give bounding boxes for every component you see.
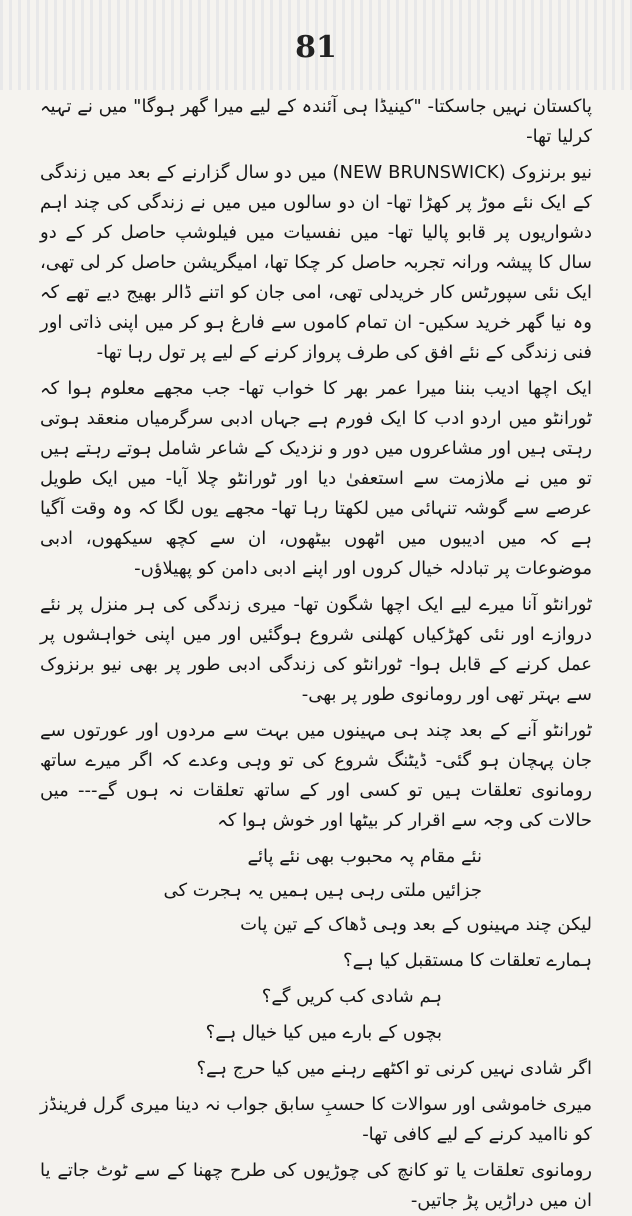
- paragraph: رومانوی تعلقات یا تو کانچ کی چوڑیوں کی طرح چھنا کے سے ٹوٹ جاتے یا ان میں دراڑیں پڑ جاتیں-: [40, 1160, 592, 1211]
- paragraph: میری خاموشی اور سوالات کا حسبِ سابق جواب نہ دینا میری گرل فرینڈز کو ناامید کرنے کے لیے کافی تھا-: [40, 1094, 592, 1145]
- paragraph: ٹورانٹو آنے کے بعد چند ہی مہینوں میں بہت سے مردوں اور عورتوں سے جان پہچان ہو گئی- ڈیٹنگ شروع کی تو وہی وعدے کہ اگر میرے ساتھ رومانوی تعلقات ہیں تو کسی اور کے ساتھ تعلقات نہ ہوں گے--- میں حالات کی وجہ سے اقرار کر بیٹھا اور خوش ہوا کہ: [40, 720, 592, 831]
- verse-line: نئے مقام پہ محبوب بھی نئے پائے: [247, 846, 482, 867]
- page-number: 81: [295, 30, 337, 65]
- paragraph: نیو برنزوک (NEW BRUNSWICK) میں دو سال گزارنے کے بعد میں زندگی کے ایک نئے موڑ پر کھڑا تھا- ان دو سالوں میں میں نے زندگی کی چند اہم دشواریوں پر قابو پالیا تھا- میں نفسیات میں فیلوشپ حاصل کر کے دو سال کا پیشہ ورانہ تجربہ حاصل کر چکا تھا، امیگریشن حاصل کر لی تھی، ایک نئی سپورٹس کار خریدلی تھی، امی جان کو اتنے ڈالر بھیج دیے تھے کہ وہ نیا گھر خرید سکیں- ان تمام کاموں سے فارغ ہو کر میں اپنی ذاتی اور فنی زندگی کے نئے افق کی طرف پرواز کرنے کے لیے پر تول رہا تھا-: [40, 162, 592, 363]
- question-line: بچوں کے بارے میں کیا خیال ہے؟: [205, 1022, 442, 1043]
- paragraph: ٹورانٹو آنا میرے لیے ایک اچھا شگون تھا- میری زندگی کی ہر منزل پر نئے دروازے اور نئی کھڑکیاں کھلنی شروع ہوگئیں اور میں اپنی خواہشوں پر عمل کرنے کے قابل ہوا- ٹورانٹو کی زندگی ادبی طور پر بھی نیو برنزوک سے بہتر تھی اور رومانوی طور پر بھی-: [40, 594, 592, 705]
- question-line: ہم شادی کب کریں گے؟: [261, 986, 442, 1007]
- verse-line: جزائیں ملتی رہی ہیں ہمیں یہ ہجرت کی: [163, 880, 482, 901]
- paragraph: لیکن چند مہینوں کے بعد وہی ڈھاک کے تین پات: [240, 914, 592, 935]
- question-line: ہمارے تعلقات کا مستقبل کیا ہے؟: [343, 950, 592, 971]
- paragraph: ایک اچھا ادیب بننا میرا عمر بھر کا خواب تھا- جب مجھے معلوم ہوا کہ ٹورانٹو میں اردو ادب کا ایک فورم ہے جہاں ادبی سرگرمیاں منعقد ہوتی رہتی ہیں اور مشاعروں میں دور و نزدیک کے شاعر شامل ہوتے رہتے ہیں تو میں نے ملازمت سے استعفیٰ دیا اور ٹورانٹو چلا آیا- میں ایک طویل عرصے سے گوشہ تنہائی میں لکھتا رہا تھا- مجھے یوں لگا کہ وہ وقت آگیا ہے کہ میں ادیبوں میں اٹھوں بیٹھوں، ان سے کچھ سیکھوں، ادبی موضوعات پر تبادلہ خیال کروں اور اپنے ادبی دامن کو پھیلاؤں-: [40, 378, 592, 579]
- paragraph: پاکستان نہیں جاسکتا- "کینیڈا ہی آئندہ کے لیے میرا گھر ہوگا" میں نے تہیہ کرلیا تھا-: [40, 96, 592, 147]
- question-line: اگر شادی نہیں کرنی تو اکٹھے رہنے میں کیا حرج ہے؟: [196, 1058, 592, 1079]
- body-text: [40, 92, 592, 1211]
